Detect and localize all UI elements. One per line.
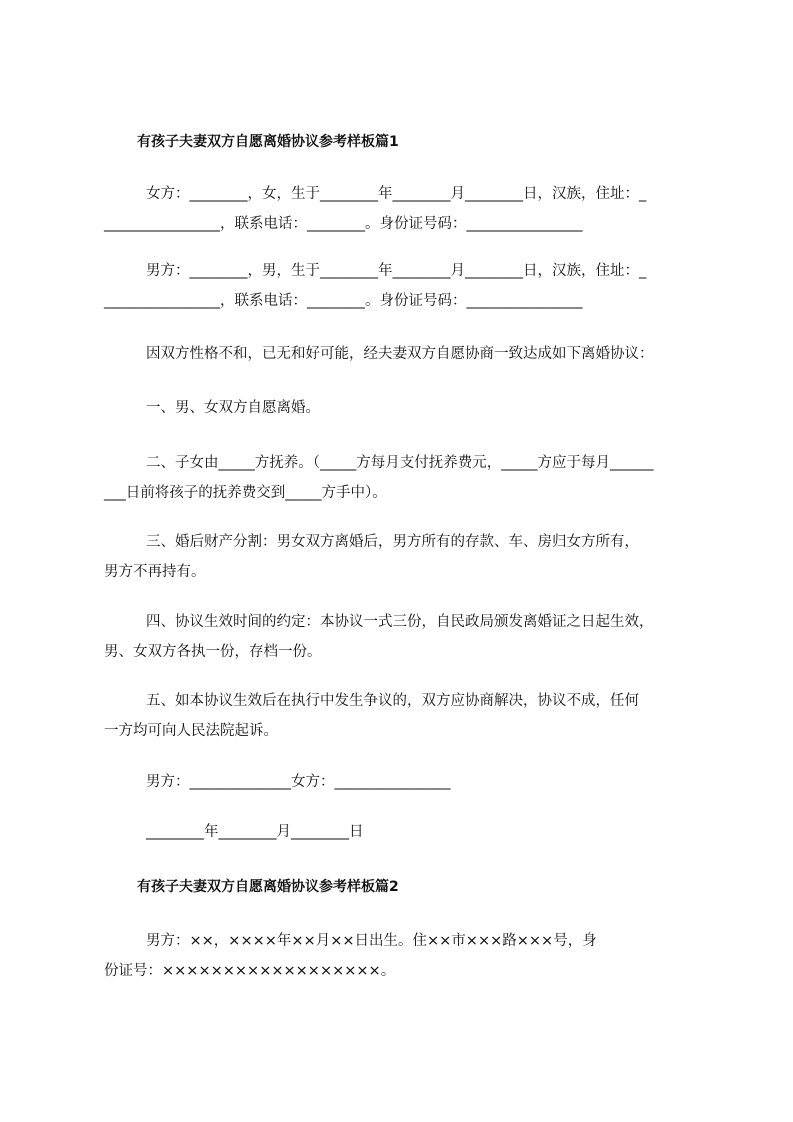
male-party-line-1: 男方：________，男，生于________年________月________日，汉族，住址：_ (146, 263, 647, 279)
clause-2-paragraph (104, 448, 704, 508)
intro-line: 因双方性格不和，已无和好可能，经夫妻双方自愿协商一致达成如下离婚协议： (146, 346, 654, 362)
male-party-paragraph (104, 256, 704, 316)
clause-4-line-2: 男、女双方各执一份，存档一份。 (104, 644, 322, 660)
clause-5-paragraph (104, 686, 704, 746)
female-party-line-2: ________________，联系电话：________。身份证号码：________________ (104, 216, 583, 232)
section-heading-2: 有孩子夫妻双方自愿离婚协议参考样板篇2 (137, 879, 399, 895)
clause-2-line-2: ___日前将孩子的抚养费交到_____方手中）。 (104, 485, 387, 501)
clause-5-line-1: 五、如本协议生效后在执行中发生争议的，双方应协商解决，协议不成，任何 (146, 693, 639, 709)
clause-4-line-1: 四、协议生效时间的约定：本协议一式三份，自民政局颁发离婚证之日起生效， (146, 614, 654, 630)
clause-5-line-2: 一方均可向人民法院起诉。 (104, 723, 278, 739)
male-party-2-paragraph (104, 926, 704, 986)
clause-3-line-2: 男方不再持有。 (104, 564, 206, 580)
clause-1-line: 一、男、女双方自愿离婚。 (146, 400, 320, 416)
male-party-line-2: ________________，联系电话：________。身份证号码：________________ (104, 293, 583, 309)
clause-4-paragraph (104, 607, 704, 667)
female-party-paragraph (104, 179, 704, 239)
intro-paragraph (104, 339, 704, 369)
clause-3-paragraph (104, 527, 704, 587)
female-party-line-1: 女方：________，女，生于________年________月________日，汉族，住址：_ (146, 186, 647, 202)
clause-1-paragraph (104, 393, 704, 423)
date-line: ________年________月________日 (146, 824, 364, 840)
clause-3-line-1: 三、婚后财产分割：男女双方离婚后，男方所有的存款、车、房归女方所有， (146, 534, 639, 550)
male-party-2-line-2: 份证号：××××××××××××××××××。 (104, 963, 396, 979)
clause-2-line-1: 二、子女由_____方抚养。（_____方每月支付抚养费元，_____方应于每月______ (146, 455, 654, 471)
section-heading-1: 有孩子夫妻双方自愿离婚协议参考样板篇1 (137, 134, 399, 150)
date-paragraph (104, 817, 704, 847)
signature-line: 男方：______________女方：________________ (146, 774, 451, 790)
signature-paragraph (104, 767, 704, 797)
male-party-2-line-1: 男方：××，××××年××月××日出生。住××市×××路×××号，身 (146, 933, 597, 949)
